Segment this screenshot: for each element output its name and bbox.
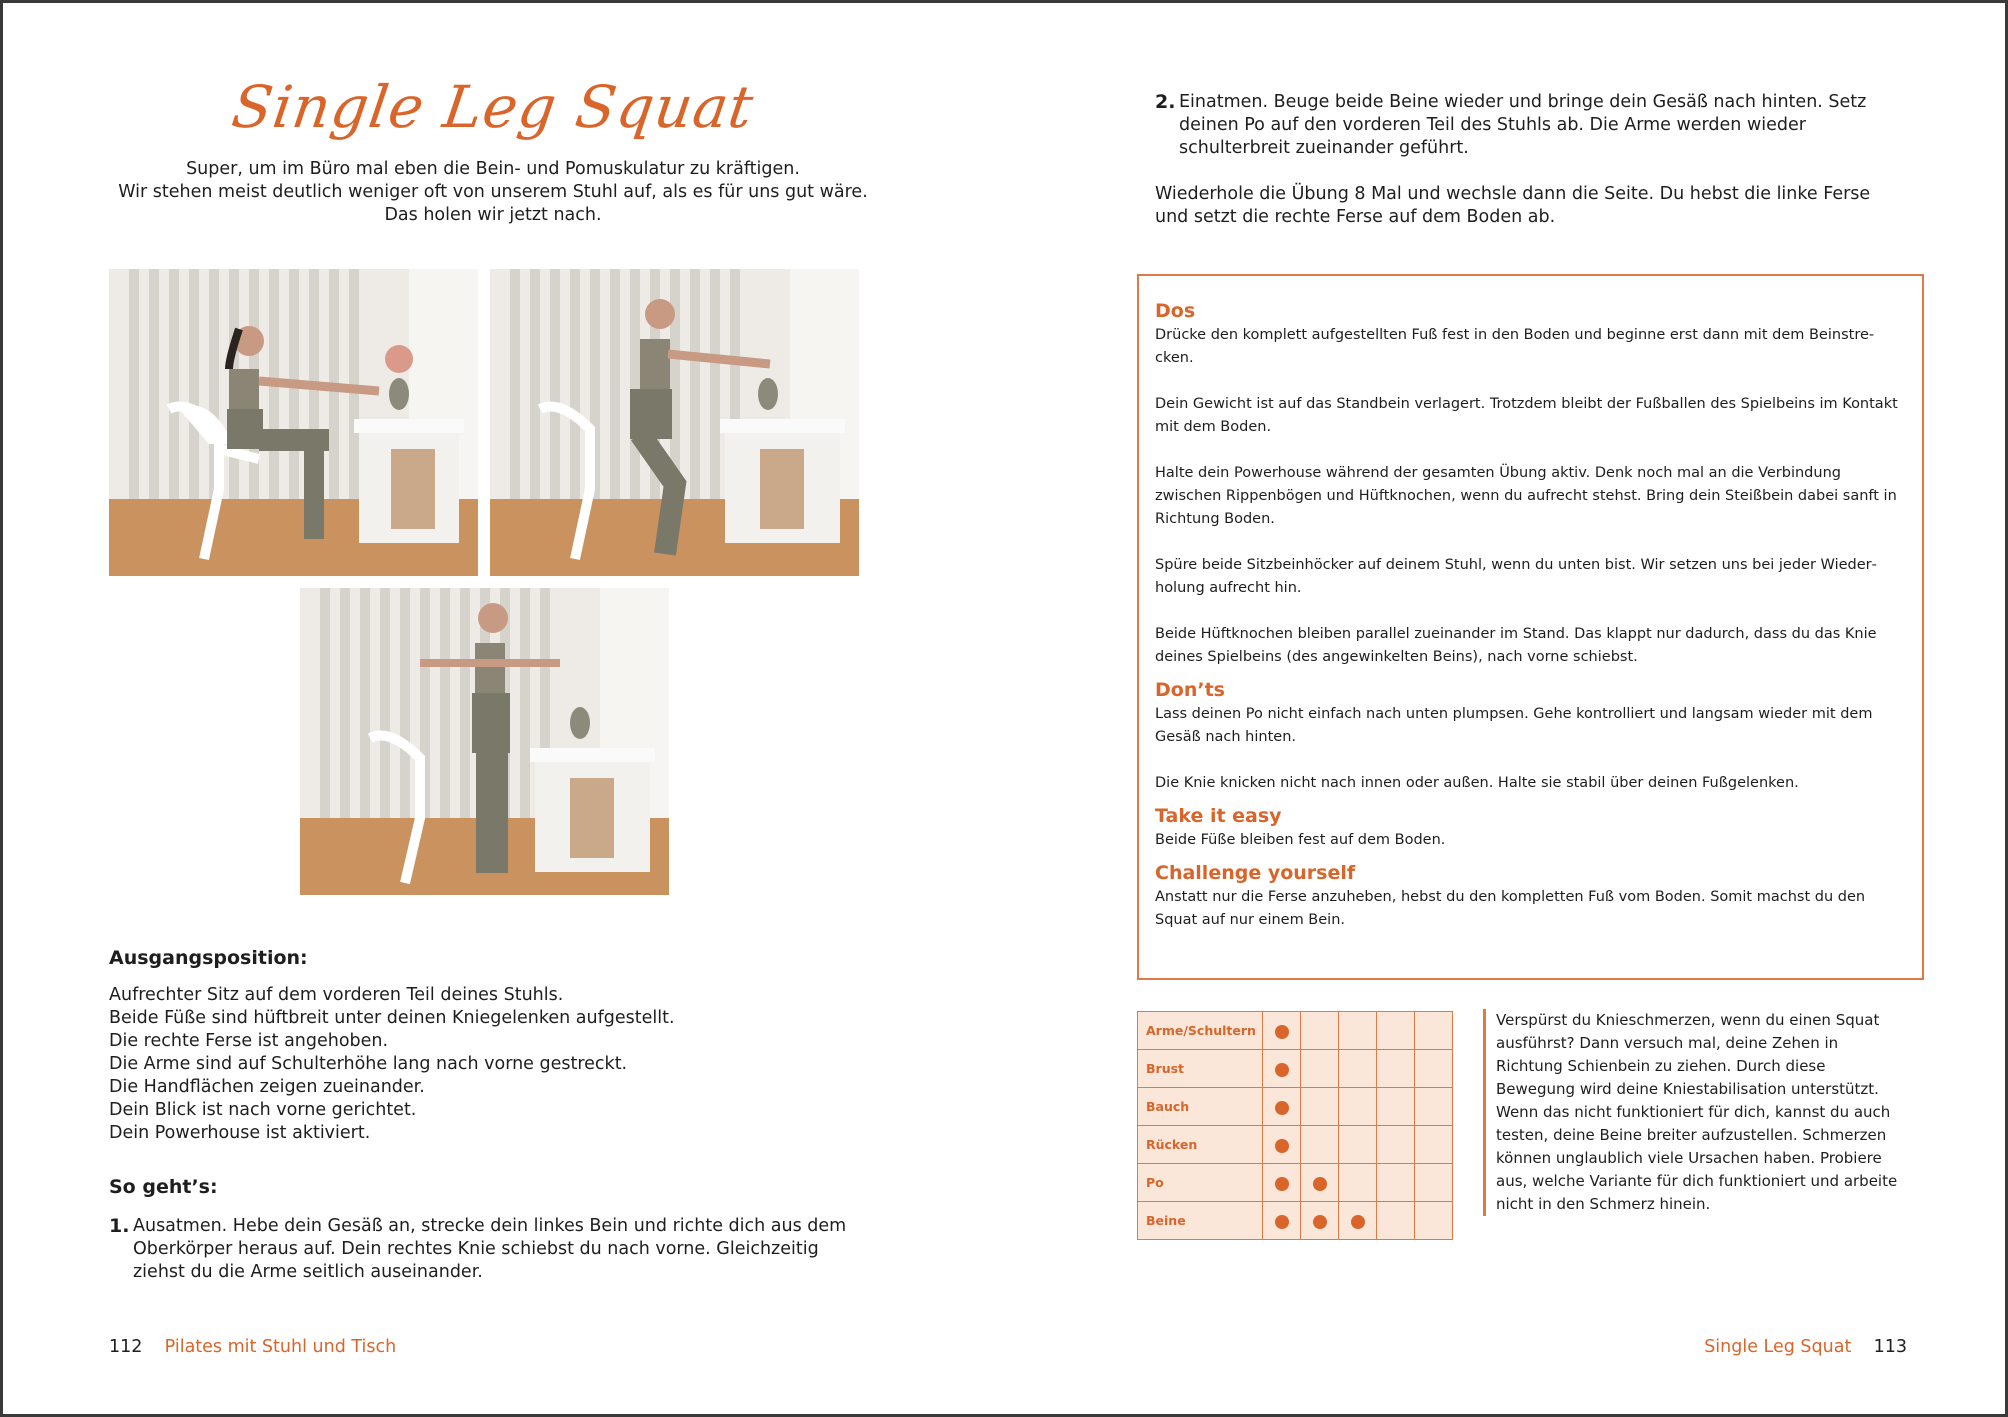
step-number: 2. bbox=[1155, 91, 1176, 113]
donts-item: Lass deinen Po nicht einfach nach unten plumpsen. Gehe kontrolliert und langsam wieder mit dem Gesäß nach hinten. bbox=[1155, 706, 1873, 745]
intensity-cell bbox=[1263, 1202, 1301, 1240]
donts-item: Die Knie knicken nicht nach innen oder außen. Halte sie stabil über deinen Fußgelenken. bbox=[1155, 775, 1799, 791]
right-footer bbox=[1704, 1337, 1907, 1357]
challenge-heading: Challenge yourself bbox=[1155, 862, 1356, 884]
intensity-cell bbox=[1415, 1050, 1453, 1088]
intensity-dot bbox=[1275, 1025, 1289, 1039]
intensity-cell bbox=[1377, 1012, 1415, 1050]
dos-item: Spüre beide Sitzbeinhöcker auf deinem Stuhl, wenn du unten bist. Wir setzen uns bei jeder Wiederholung aufrecht hin. bbox=[1155, 557, 1877, 596]
tips-box bbox=[1137, 274, 1924, 980]
intensity-dot bbox=[1313, 1177, 1327, 1191]
dos-item: Dein Gewicht ist auf das Standbein verlagert. Trotzdem bleibt der Fußballen des Spielbeins im Kontakt mit dem Boden. bbox=[1155, 396, 1898, 435]
photo-standing bbox=[300, 588, 669, 895]
step-text: Ausatmen. Hebe dein Gesäß an, strecke dein linkes Bein und richte dich aus dem Oberkörper heraus auf. Dein rechtes Knie schiebst du nach vorne. Gleichzeitig ziehst du die Arme seitlich auseinander. bbox=[133, 1216, 847, 1282]
start-position-heading: Ausgangsposition: bbox=[109, 947, 308, 969]
footer-title: Pilates mit Stuhl und Tisch bbox=[164, 1337, 397, 1357]
muscle-label: Po bbox=[1138, 1164, 1263, 1202]
muscle-label: Bauch bbox=[1138, 1088, 1263, 1126]
start-position-list bbox=[109, 984, 869, 1145]
step-2 bbox=[1155, 91, 1880, 160]
photo-seated-start bbox=[109, 269, 478, 576]
step-number: 1. bbox=[109, 1215, 130, 1237]
dos-heading: Dos bbox=[1155, 300, 1196, 322]
list-item: Dein Powerhouse ist aktiviert. bbox=[109, 1123, 371, 1143]
page-title: Single Leg Squat bbox=[227, 73, 759, 141]
intensity-dot bbox=[1275, 1101, 1289, 1115]
repeat-note bbox=[1155, 183, 1880, 229]
muscle-label: Beine bbox=[1138, 1202, 1263, 1240]
intensity-cell bbox=[1301, 1050, 1339, 1088]
photo-rising bbox=[490, 269, 859, 576]
intensity-cell bbox=[1377, 1050, 1415, 1088]
intensity-cell bbox=[1339, 1164, 1377, 1202]
intensity-cell bbox=[1301, 1126, 1339, 1164]
intensity-cell bbox=[1339, 1088, 1377, 1126]
page-number: 113 bbox=[1873, 1337, 1907, 1357]
intro-line: Super, um im Büro mal eben die Bein- und Pomuskulatur zu kräftigen. bbox=[186, 159, 800, 179]
list-item: Aufrechter Sitz auf dem vorderen Teil deines Stuhls. bbox=[109, 985, 564, 1005]
intensity-cell bbox=[1263, 1050, 1301, 1088]
table-row bbox=[1138, 1088, 1453, 1126]
intensity-dot bbox=[1313, 1215, 1327, 1229]
easy-heading: Take it easy bbox=[1155, 805, 1282, 827]
step-text: Einatmen. Beuge beide Beine wieder und bringe dein Gesäß nach hinten. Setz deinen Po auf den vorderen Teil des Stuhls ab. Die Arme werden wieder schulterbreit zueinander geführt. bbox=[1179, 92, 1867, 158]
dos-item: Halte dein Powerhouse während der gesamten Übung aktiv. Denk noch mal an die Verbindung zwischen Rippenbögen und Hüftknochen, wenn du aufrecht stehst. Bring dein Steißbein dabei sanft in Richtung Boden. bbox=[1155, 465, 1897, 527]
intensity-cell bbox=[1339, 1012, 1377, 1050]
intensity-dot bbox=[1275, 1177, 1289, 1191]
intensity-cell bbox=[1415, 1164, 1453, 1202]
intensity-cell bbox=[1301, 1202, 1339, 1240]
list-item: Die rechte Ferse ist angehoben. bbox=[109, 1031, 389, 1051]
intensity-cell bbox=[1263, 1088, 1301, 1126]
intro-line: Das holen wir jetzt nach. bbox=[384, 205, 602, 225]
how-to-heading: So geht’s: bbox=[109, 1176, 218, 1198]
intensity-cell bbox=[1377, 1088, 1415, 1126]
easy-text: Beide Füße bleiben fest auf dem Boden. bbox=[1155, 832, 1446, 848]
repeat-text: Wiederhole die Übung 8 Mal und wechsle dann die Seite. Du hebst die linke Ferse und setzt die rechte Ferse auf dem Boden ab. bbox=[1155, 184, 1871, 227]
intensity-cell bbox=[1415, 1202, 1453, 1240]
intro-line: Wir stehen meist deutlich weniger oft von unserem Stuhl auf, als es für uns gut wäre. bbox=[118, 182, 868, 202]
muscle-label: Arme/Schultern bbox=[1138, 1012, 1263, 1050]
muscle-label: Brust bbox=[1138, 1050, 1263, 1088]
intensity-cell bbox=[1339, 1126, 1377, 1164]
footer-title: Single Leg Squat bbox=[1704, 1337, 1852, 1357]
muscle-label: Rücken bbox=[1138, 1126, 1263, 1164]
list-item: Beide Füße sind hüftbreit unter deinen Kniegelenken aufgestellt. bbox=[109, 1008, 675, 1028]
dos-item: Drücke den komplett aufgestellten Fuß fest in den Boden und beginne erst dann mit dem Beinstrecken. bbox=[1155, 327, 1875, 366]
intensity-dot bbox=[1275, 1139, 1289, 1153]
table-row bbox=[1138, 1164, 1453, 1202]
list-item: Die Arme sind auf Schulterhöhe lang nach vorne gestreckt. bbox=[109, 1054, 628, 1074]
intensity-cell bbox=[1415, 1126, 1453, 1164]
left-page bbox=[3, 3, 1005, 1414]
intensity-cell bbox=[1377, 1202, 1415, 1240]
table-row bbox=[1138, 1202, 1453, 1240]
donts-heading: Don’ts bbox=[1155, 679, 1225, 701]
dos-item: Beide Hüftknochen bleiben parallel zueinander im Stand. Das klappt nur dadurch, dass du das Knie deines Spielbeins (des angewinkelten Beins), nach vorne schiebst. bbox=[1155, 626, 1877, 665]
right-page bbox=[1005, 3, 2005, 1414]
challenge-text: Anstatt nur die Ferse anzuheben, hebst du den kompletten Fuß vom Boden. Somit machst du den Squat auf nur einem Bein. bbox=[1155, 889, 1866, 928]
intensity-cell bbox=[1377, 1126, 1415, 1164]
list-item: Dein Blick ist nach vorne gerichtet. bbox=[109, 1100, 417, 1120]
intensity-cell bbox=[1263, 1164, 1301, 1202]
intensity-cell bbox=[1301, 1088, 1339, 1126]
page-number: 112 bbox=[109, 1337, 143, 1357]
intensity-cell bbox=[1377, 1164, 1415, 1202]
left-footer bbox=[109, 1337, 396, 1357]
intensity-cell bbox=[1415, 1088, 1453, 1126]
muscle-intensity-table bbox=[1137, 1011, 1453, 1240]
table-row bbox=[1138, 1126, 1453, 1164]
step-1 bbox=[109, 1215, 859, 1284]
intensity-cell bbox=[1263, 1012, 1301, 1050]
intensity-cell bbox=[1301, 1164, 1339, 1202]
intensity-dot bbox=[1275, 1215, 1289, 1229]
table-row bbox=[1138, 1050, 1453, 1088]
list-item: Die Handflächen zeigen zueinander. bbox=[109, 1077, 425, 1097]
intensity-cell bbox=[1263, 1126, 1301, 1164]
intensity-cell bbox=[1339, 1050, 1377, 1088]
knee-pain-tip: Verspürst du Knieschmerzen, wenn du einen Squat ausführst? Dann versuch mal, deine Zehen in Richtung Schienbein zu ziehen. Durch diese Bewegung wird deine Kniestabilisation unterstützt. Wenn das nicht funktioniert für dich, kannst du auch testen, deine Beine breiter aufzustellen. Schmerzen können unglaublich viele Ursachen haben. Probiere aus, welche Variante für dich funktioniert und arbeite nicht in den Schmerz hinein. bbox=[1483, 1009, 1903, 1216]
intensity-dot bbox=[1351, 1215, 1365, 1229]
table-row bbox=[1138, 1012, 1453, 1050]
intro-text bbox=[103, 158, 883, 227]
intensity-cell bbox=[1339, 1202, 1377, 1240]
intensity-cell bbox=[1301, 1012, 1339, 1050]
intensity-cell bbox=[1415, 1012, 1453, 1050]
intensity-dot bbox=[1275, 1063, 1289, 1077]
